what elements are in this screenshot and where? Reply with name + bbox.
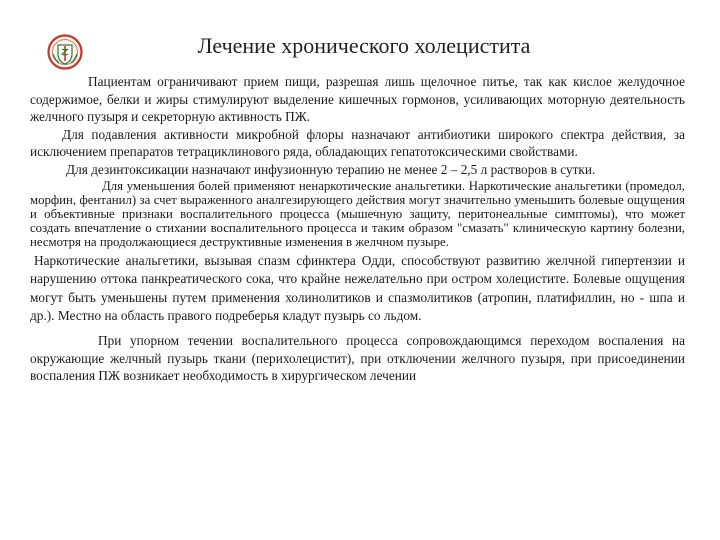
paragraph-oddi-spasm: Наркотические анальгетики, вызывая спазм сфинктера Одди, способствуют развитию желчной гипертензии и нарушению оттока панкреатического сока, что крайне нежелательно при остром холецистите. Болевые ощущения могут быть уменьшены путем применения холинолитиков и спазмолитиков (атропин, платифиллин, но - шпа и др.). Местно на область правого подреберья кладут пузырь со льдом.	[30, 252, 685, 324]
paragraph-analgesics: Для уменьшения болей применяют ненаркотические анальгетики. Наркотические анальгетики (промедол, морфин, фентанил) за счет выраженного аналгезирующего действия могут значительно уменьшить болевые ощущения и объективные признаки воспалительного процесса (мышечную защиту, перитонеальные симптомы), что может создать впечатление о стихании воспалительного процесса и таким образом "смазать" клиническую картину болезни, несмотря на продолжающиеся деструктивные изменения в желчном пузыре.	[30, 178, 685, 250]
paragraph-diet: Пациентам ограничивают прием пищи, разрешая лишь щелочное питье, так как кислое желудочное содержимое, белки и жиры стимулируют выделение кишечных гормонов, усиливающих моторную деятельность желчного пузыря и секреторную активность ПЖ.	[30, 74, 685, 125]
slide-title: Лечение хронического холецистита	[197, 33, 531, 58]
slide-body	[30, 73, 685, 385]
paragraph-surgery: При упорном течении воспалительного процесса сопровождающимся переходом воспаления на окружающие желчный пузырь ткани (перихолецистит), при отключении желчного пузыря, при присоединении воспаления ПЖ возникает необходимость в хирургическом лечении	[30, 332, 685, 384]
paragraph-detox: Для дезинтоксикации назначают инфузионную терапию не менее 2 – 2,5 л растворов в сутки.	[66, 161, 596, 177]
paragraph-antibiotics: Для подавления активности микробной флоры назначают антибиотики широкого спектра действия, за исключением препаратов тетрациклинового ряда, обладающих гепатотоксическими свойствами.	[30, 126, 685, 160]
